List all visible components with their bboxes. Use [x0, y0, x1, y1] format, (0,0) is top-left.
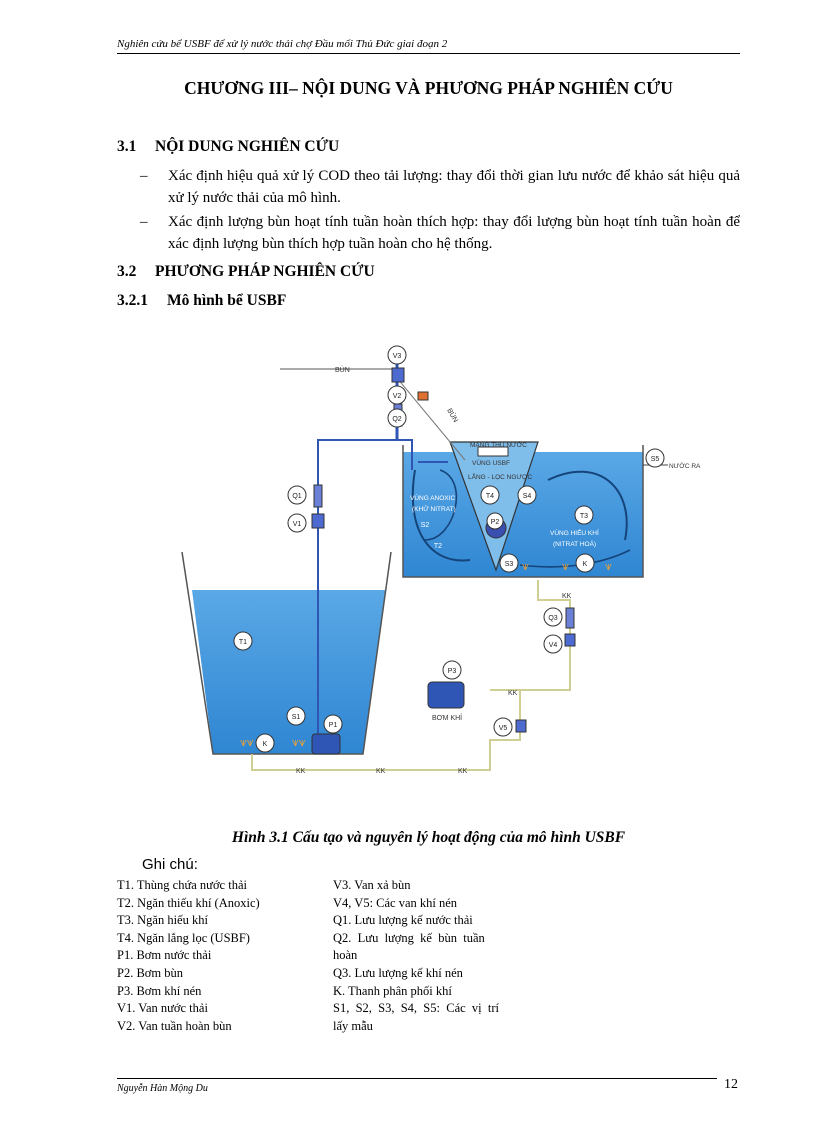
influent-pipe: [318, 440, 412, 478]
note-item: K. Thanh phân phối khí: [333, 983, 452, 998]
tag-s3: S3: [504, 561, 514, 568]
section-number: 3.1: [117, 138, 137, 155]
label-anoxic: VÙNG ANOXIC: [410, 495, 456, 502]
label-anoxic-2: (KHỬ NITRAT): [412, 506, 456, 513]
label-hieu-khi: VÙNG HIẾU KHÍ: [550, 530, 599, 537]
bullet-item: [140, 165, 740, 209]
section-title: NỘI DUNG NGHIÊN CỨU: [155, 138, 340, 155]
tag-s5: S5: [650, 456, 660, 463]
tag-v3: V3: [392, 353, 402, 360]
figure-caption: Hình 3.1 Cấu tạo và nguyên lý hoạt động của mô hình USBF: [231, 829, 626, 846]
note-item: V4, V5: Các van khí nén: [333, 895, 458, 910]
note-item: P3. Bơm khí nén: [117, 983, 202, 998]
section-title: PHƯƠNG PHÁP NGHIÊN CỨU: [155, 263, 375, 280]
note-item: Q1. Lưu lượng kế nước thải: [333, 913, 473, 928]
tag-k: K: [582, 561, 588, 568]
valve-v4: [565, 634, 575, 646]
note-item: lấy mẫu: [333, 1018, 373, 1033]
valve-v1: [312, 514, 324, 528]
note-item: T1. Thùng chứa nước thải: [117, 878, 247, 892]
dash-marker: –: [140, 214, 148, 230]
section-heading-3-2: [117, 263, 375, 281]
footer-rule: [117, 1078, 717, 1079]
label-vung-usbf-2: LẮNG - LỌC NGƯỢC: [468, 474, 533, 481]
tag-t1: T1: [238, 639, 248, 646]
diffuser-icon: ⩛⩛: [292, 735, 306, 749]
note-item: Q2. Lưu lượng kế bùn tuần: [333, 930, 485, 945]
tag-v1: V1: [292, 521, 302, 528]
tag-s1: S1: [291, 714, 301, 721]
tag-p3: P3: [447, 668, 457, 675]
bullet-item: [140, 211, 740, 255]
tag-p2: P2: [490, 519, 500, 526]
tag-v5: V5: [498, 725, 508, 732]
label-mang-thu-nuoc: MÁNG THU NƯỚC: [470, 442, 527, 449]
valve-v5: [516, 720, 526, 732]
diffuser-icon: ⩛: [522, 559, 529, 573]
label-bun: BÙN: [335, 367, 350, 374]
label-kk: KK: [508, 690, 518, 697]
note-item: T4. Ngăn lắng lọc (USBF): [117, 930, 250, 945]
note-item: V2. Van tuần hoàn bùn: [117, 1018, 232, 1033]
subsection-heading-3-2-1: [117, 292, 286, 310]
section-number: 3.2: [117, 263, 137, 280]
notes-left-column: [117, 877, 327, 1035]
label-kk: KK: [458, 768, 468, 775]
tag-q3: Q3: [548, 615, 558, 622]
flowmeter-q3: [566, 608, 574, 628]
tag-p1: P1: [328, 722, 338, 729]
note-item: T2. Ngăn thiếu khí (Anoxic): [117, 895, 260, 910]
chapter-title: CHƯƠNG III– NỘI DUNG VÀ PHƯƠNG PHÁP NGHIÊN CỨU: [184, 78, 673, 98]
notes-right-column: [333, 877, 533, 1035]
notes-heading: Ghi chú:: [142, 856, 198, 873]
diffuser-icon: ⩛: [562, 559, 569, 573]
note-item: T3. Ngăn hiếu khí: [117, 913, 208, 928]
tag-s4: S4: [522, 493, 532, 500]
note-item: V3. Van xả bùn: [333, 878, 411, 892]
note-item: hoàn: [333, 948, 358, 963]
label-kk: KK: [296, 768, 306, 775]
subsection-number: 3.2.1: [117, 292, 148, 309]
bullet-text: Xác định lượng bùn hoạt tính tuần hoàn thích hợp: thay đổi lượng bùn hoạt tính tuần hoàn để xác định lượng bùn thích hợp tuần hoàn cho hệ thống.: [168, 214, 740, 252]
usbf-model-diagram: [170, 340, 701, 780]
t1-water: [192, 590, 386, 754]
subsection-title: Mô hình bể USBF: [167, 292, 287, 309]
note-item: P1. Bơm nước thải: [117, 948, 212, 963]
label-bun-vertical: BÙN: [445, 407, 459, 424]
label-vung-usbf: VÙNG USBF: [472, 460, 510, 467]
tag-v4: V4: [548, 642, 558, 649]
footer-author: Nguyễn Hàn Mộng Du: [117, 1083, 208, 1094]
running-header: Nghiên cứu bể USBF để xử lý nước thải chợ Đầu mối Thủ Đức giai đoạn 2: [117, 38, 448, 50]
note-item: Q3. Lưu lượng kế khí nén: [333, 965, 463, 980]
section-heading-3-1: [117, 138, 339, 156]
note-item: S1, S2, S3, S4, S5: Các vị trí: [333, 1001, 499, 1016]
valve-v2: [418, 392, 428, 400]
label-hieu-khi-2: (NITRAT HOÁ): [553, 541, 597, 548]
air-pump-p3: [428, 682, 464, 708]
tag-t3: T3: [579, 513, 589, 520]
tag-q1: Q1: [292, 493, 302, 500]
label-kk: KK: [376, 768, 386, 775]
note-item: P2. Bơm bùn: [117, 965, 183, 980]
tag-s2: S2: [420, 522, 430, 529]
dash-marker: –: [140, 168, 148, 184]
diffuser-icon: ⩛⩛: [240, 735, 254, 749]
bullet-text: Xác định hiệu quả xử lý COD theo tải lượng: thay đổi thời gian lưu nước để khảo sát hiệu quả xử lý nước thải của mô hình.: [168, 168, 740, 206]
tag-t2: T2: [433, 543, 443, 550]
flowmeter-q1: [314, 485, 322, 507]
note-item: V1. Van nước thải: [117, 1001, 208, 1016]
label-bom-khi: BƠM KHÍ: [432, 715, 463, 722]
label-nuoc-ra: NƯỚC RA: [669, 463, 701, 470]
tag-k: K: [262, 741, 268, 748]
valve-v3: [392, 368, 404, 382]
header-rule: [117, 53, 740, 54]
label-kk: KK: [562, 593, 572, 600]
tag-q2: Q2: [392, 416, 402, 423]
tag-v2: V2: [392, 393, 402, 400]
diffuser-icon: ⩛: [605, 559, 612, 573]
tag-t4: T4: [485, 493, 495, 500]
pump-p1: [312, 734, 340, 754]
page-number: 12: [724, 1077, 738, 1092]
